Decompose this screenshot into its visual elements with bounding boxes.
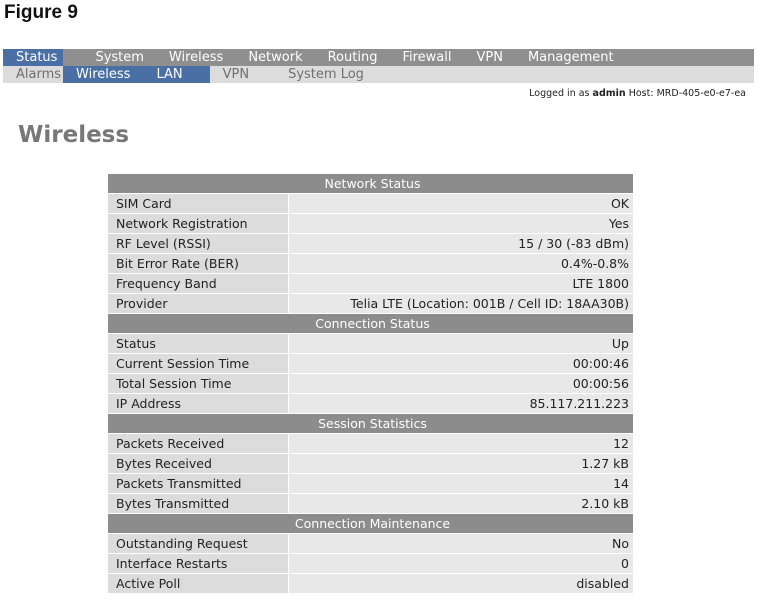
row-key: Current Session Time bbox=[108, 354, 289, 374]
section-title: Connection Status bbox=[108, 314, 634, 334]
subnav-wireless[interactable]: Wireless bbox=[63, 66, 143, 83]
figure-label: Figure 9 bbox=[4, 2, 78, 23]
row-key: Network Registration bbox=[108, 214, 289, 234]
row-value: 12 bbox=[289, 434, 634, 454]
row-value: disabled bbox=[289, 574, 634, 594]
table-row bbox=[108, 294, 634, 314]
row-value: 14 bbox=[289, 474, 634, 494]
row-key: Packets Received bbox=[108, 434, 289, 454]
host-label: Host: bbox=[628, 88, 654, 99]
section-title: Session Statistics bbox=[108, 414, 634, 434]
table-row bbox=[108, 574, 634, 594]
top-nav bbox=[3, 49, 754, 66]
section-header bbox=[108, 514, 634, 534]
row-key: Provider bbox=[108, 294, 289, 314]
row-key: Bit Error Rate (BER) bbox=[108, 254, 289, 274]
row-key: Interface Restarts bbox=[108, 554, 289, 574]
row-value: Up bbox=[289, 334, 634, 354]
table-row bbox=[108, 234, 634, 254]
login-prefix: Logged in as bbox=[529, 88, 590, 99]
table-row bbox=[108, 454, 634, 474]
table-row bbox=[108, 554, 634, 574]
table-row bbox=[108, 354, 634, 374]
table-row bbox=[108, 334, 634, 354]
row-key: Total Session Time bbox=[108, 374, 289, 394]
row-key: SIM Card bbox=[108, 194, 289, 214]
page-title: Wireless bbox=[18, 122, 130, 148]
row-value: LTE 1800 bbox=[289, 274, 634, 294]
nav-management[interactable]: Management bbox=[527, 50, 614, 65]
row-value: 15 / 30 (-83 dBm) bbox=[289, 234, 634, 254]
table-row bbox=[108, 494, 634, 514]
status-table bbox=[107, 173, 634, 594]
row-value: 0.4%-0.8% bbox=[289, 254, 634, 274]
nav-wireless[interactable]: Wireless bbox=[168, 50, 224, 65]
subnav-vpn[interactable]: VPN bbox=[222, 67, 250, 82]
nav-status[interactable]: Status bbox=[3, 49, 63, 66]
table-row bbox=[108, 434, 634, 454]
table-row bbox=[108, 274, 634, 294]
row-value: 0 bbox=[289, 554, 634, 574]
nav-routing[interactable]: Routing bbox=[327, 50, 378, 65]
section-title: Network Status bbox=[108, 174, 634, 194]
host-name: MRD-405-e0-e7-ea bbox=[656, 88, 746, 99]
table-row bbox=[108, 394, 634, 414]
subnav-alarms[interactable]: Alarms bbox=[16, 67, 62, 82]
table-row bbox=[108, 194, 634, 214]
row-value: 00:00:56 bbox=[289, 374, 634, 394]
row-key: IP Address bbox=[108, 394, 289, 414]
row-value: No bbox=[289, 534, 634, 554]
nav-firewall[interactable]: Firewall bbox=[402, 50, 452, 65]
subnav-system-log[interactable]: System Log bbox=[288, 67, 364, 82]
row-value: 1.27 kB bbox=[289, 454, 634, 474]
table-row bbox=[108, 534, 634, 554]
row-key: Active Poll bbox=[108, 574, 289, 594]
row-key: Status bbox=[108, 334, 289, 354]
table-row bbox=[108, 374, 634, 394]
row-key: RF Level (RSSI) bbox=[108, 234, 289, 254]
nav-network[interactable]: Network bbox=[248, 50, 303, 65]
row-key: Packets Transmitted bbox=[108, 474, 289, 494]
section-header bbox=[108, 414, 634, 434]
login-info bbox=[529, 88, 746, 99]
nav-vpn[interactable]: VPN bbox=[476, 50, 503, 65]
row-value: 85.117.211.223 bbox=[289, 394, 634, 414]
row-value: OK bbox=[289, 194, 634, 214]
table-row bbox=[108, 474, 634, 494]
nav-system[interactable]: System bbox=[95, 50, 144, 65]
row-value: Telia LTE (Location: 001B / Cell ID: 18AA30B) bbox=[289, 294, 634, 314]
table-row bbox=[108, 214, 634, 234]
row-value: 2.10 kB bbox=[289, 494, 634, 514]
row-value: 00:00:46 bbox=[289, 354, 634, 374]
login-user: admin bbox=[592, 88, 626, 99]
row-key: Outstanding Request bbox=[108, 534, 289, 554]
row-key: Frequency Band bbox=[108, 274, 289, 294]
section-title: Connection Maintenance bbox=[108, 514, 634, 534]
row-key: Bytes Received bbox=[108, 454, 289, 474]
row-key: Bytes Transmitted bbox=[108, 494, 289, 514]
section-header bbox=[108, 314, 634, 334]
section-header bbox=[108, 174, 634, 194]
subnav-lan[interactable]: LAN bbox=[143, 66, 209, 83]
table-row bbox=[108, 254, 634, 274]
row-value: Yes bbox=[289, 214, 634, 234]
sub-nav bbox=[3, 66, 754, 83]
